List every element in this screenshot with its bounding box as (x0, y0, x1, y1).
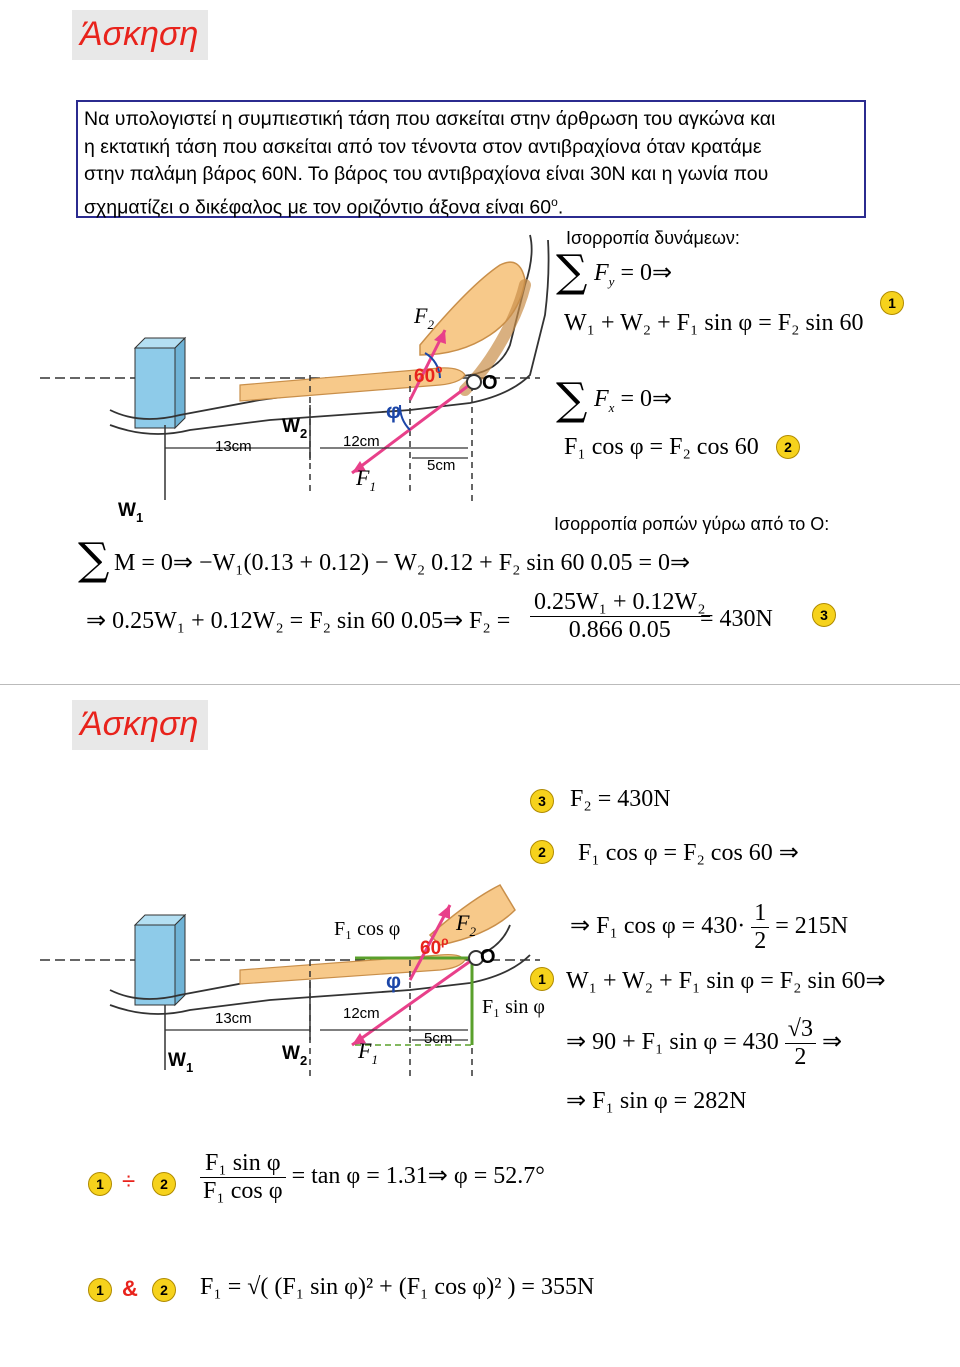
sin-solve-lhs: ⇒ 90 + F₁ sin φ = 430 (566, 1029, 779, 1056)
w1-subscript: 1 (185, 1060, 194, 1075)
w1-letter: W (118, 500, 136, 521)
badge-2: 2 (152, 1172, 176, 1196)
fy-equation: $F_y$ = 0⇒ (594, 260, 673, 289)
page2-title: Άσκηση (72, 700, 208, 750)
fraction-den: 2 (754, 928, 767, 954)
weight-block-side (175, 915, 185, 1005)
f2-letter: F (456, 910, 470, 935)
cos-solve-result: = 215N (775, 913, 849, 940)
w1-label (118, 500, 143, 525)
fraction-num: √3 (785, 1016, 816, 1044)
fraction-num: 1 (751, 900, 769, 928)
arm-diagram-2 (0, 880, 560, 1090)
angle-deg: o (435, 362, 443, 376)
dim-13-label: 13cm (215, 438, 252, 455)
dim-13-label: 13cm (215, 1010, 252, 1027)
problem-line-text: σχηματίζει ο δικέφαλος με τον οριζόντιο άξονα είναι 60 (84, 196, 552, 218)
fraction-num: F₁ sin φ (200, 1150, 286, 1178)
f1-label (358, 1038, 378, 1068)
f2-subscript: 2 (427, 317, 434, 332)
angle-label (414, 362, 442, 388)
equation-sin-result: ⇒ F₁ sin φ = 282N (566, 1088, 747, 1114)
w2-subscript: 2 (299, 1053, 308, 1068)
equation-1: W₁ + W₂ + F₁ sin φ = F₂ sin 60 (564, 310, 864, 336)
f1-label (356, 465, 376, 495)
angle-deg: ρ (441, 934, 449, 948)
dim-5-label: 5cm (424, 1030, 453, 1047)
torque-heading: Ισορροπία ροπών γύρω από το Ο: (554, 514, 830, 534)
problem-line: Να υπολογιστεί η συμπιεστική τάση που ασκείται στην άρθρωση του αγκώνα και (84, 108, 776, 130)
f2-label (456, 910, 476, 940)
implies: ⇒ (821, 1029, 843, 1056)
badge-1: 1 (88, 1278, 112, 1302)
force-heading: Ισορροπία δυνάμεων: (566, 228, 740, 248)
page-separator (0, 684, 960, 685)
dim-5-label: 5cm (427, 457, 456, 474)
fraction-num: 0.25W₁ + 0.12W₂ (530, 589, 710, 617)
w1-label (168, 1050, 193, 1075)
tan-result: = tan φ = 1.31⇒ φ = 52.7° (291, 1163, 545, 1190)
fx-equation: $F_x$ = 0⇒ (594, 386, 673, 415)
torque-equation: M = 0⇒ −W₁(0.13 + 0.12) − W₂ 0.12 + F₂ sin 60 0.05 = 0⇒ (114, 550, 691, 576)
w2-label (282, 416, 307, 441)
origin-label: O (480, 946, 496, 968)
angle-label (420, 934, 449, 960)
dim-12-label: 12cm (343, 433, 380, 450)
badge-2: 2 (530, 840, 554, 864)
equation-sin: W₁ + W₂ + F₁ sin φ = F₂ sin 60⇒ (566, 968, 886, 994)
w2-label (282, 1043, 307, 1068)
angle-value: 60 (420, 938, 442, 959)
weight-block-front (135, 925, 175, 1005)
badge-1: 1 (880, 291, 904, 315)
tan-equation (200, 1150, 545, 1205)
fx-rhs: = 0⇒ (620, 386, 673, 412)
badge-1: 1 (530, 967, 554, 991)
sum-symbol: ∑ (556, 246, 588, 297)
problem-statement (76, 100, 866, 218)
fy-rhs: = 0⇒ (620, 260, 673, 286)
resultant-equation: F₁ = √( (F₁ sin φ)² + (F₁ cos φ)² ) = 355N (200, 1274, 595, 1300)
problem-line: η εκτατική τάση που ασκείται από τον τένοντα στον αντιβραχίονα όταν κρατάμε (84, 135, 762, 158)
fraction-den: 2 (794, 1044, 807, 1070)
dim-12-label: 12cm (343, 1005, 380, 1022)
origin-marker (467, 375, 481, 389)
problem-line: στην παλάμη βάρος 60Ν. Το βάρος του αντιβραχίονα είναι 30Ν και η γωνία που (84, 163, 769, 185)
f2-label (414, 303, 434, 333)
badge-2: 2 (776, 435, 800, 459)
f1-subscript: 1 (369, 479, 376, 494)
weight-block-front (135, 348, 175, 428)
f2-subscript: 2 (469, 924, 476, 939)
f1-letter: F (356, 465, 370, 490)
page1-title: Άσκηση (72, 10, 208, 60)
divide-sign: ÷ (122, 1168, 136, 1195)
period: . (557, 196, 564, 218)
sqrt3-fraction (785, 1016, 816, 1071)
fraction-den: 0.866 0.05 (568, 617, 671, 643)
w1-subscript: 1 (135, 510, 144, 525)
arm-diagram-1 (0, 225, 560, 525)
w2-letter: W (282, 1043, 300, 1064)
f2-letter: F (414, 303, 428, 328)
f2-arrowhead (438, 905, 450, 919)
degree-mark: ο (551, 194, 558, 209)
equation-3-lhs: ⇒ 0.25W₁ + 0.12W₂ = F₂ sin 60 0.05⇒ F₂ = (86, 608, 511, 634)
equation-2: F₁ cos φ = F₂ cos 60 (564, 434, 759, 460)
badge-2: 2 (152, 1278, 176, 1302)
angle-value: 60 (414, 366, 436, 387)
badge-3: 3 (812, 603, 836, 627)
w2-subscript: 2 (299, 426, 308, 441)
result-f2: F₂ = 430N (570, 786, 671, 812)
origin-label: O (482, 372, 498, 394)
half-fraction (751, 900, 769, 955)
f1cos-label: F₁ cos φ (334, 918, 401, 940)
f1sin-label: F₁ sin φ (482, 996, 545, 1018)
tan-fraction (200, 1150, 286, 1205)
phi-label: φ (386, 970, 402, 993)
problem-line (84, 189, 864, 222)
equation-cos-solve (570, 900, 848, 955)
badge-1: 1 (88, 1172, 112, 1196)
f1-subscript: 1 (371, 1052, 378, 1067)
equation-sin-solve (566, 1016, 842, 1071)
fraction-den: F₁ cos φ (203, 1178, 283, 1204)
cos-solve-lhs: ⇒ F₁ cos φ = 430· (570, 913, 746, 940)
sum-symbol: ∑ (78, 534, 110, 585)
equation-3-fraction (530, 589, 710, 644)
ampersand: & (122, 1276, 138, 1301)
equation-cos: F₁ cos φ = F₂ cos 60 ⇒ (578, 840, 799, 866)
w1-letter: W (168, 1050, 186, 1071)
phi-label: φ (386, 400, 402, 423)
w2-letter: W (282, 416, 300, 437)
sum-symbol: ∑ (556, 374, 588, 425)
f1-letter: F (358, 1038, 372, 1063)
badge-3: 3 (530, 789, 554, 813)
equation-3-result: = 430N (700, 606, 773, 632)
biceps-muscle (420, 262, 525, 355)
phi-arc (400, 405, 410, 430)
